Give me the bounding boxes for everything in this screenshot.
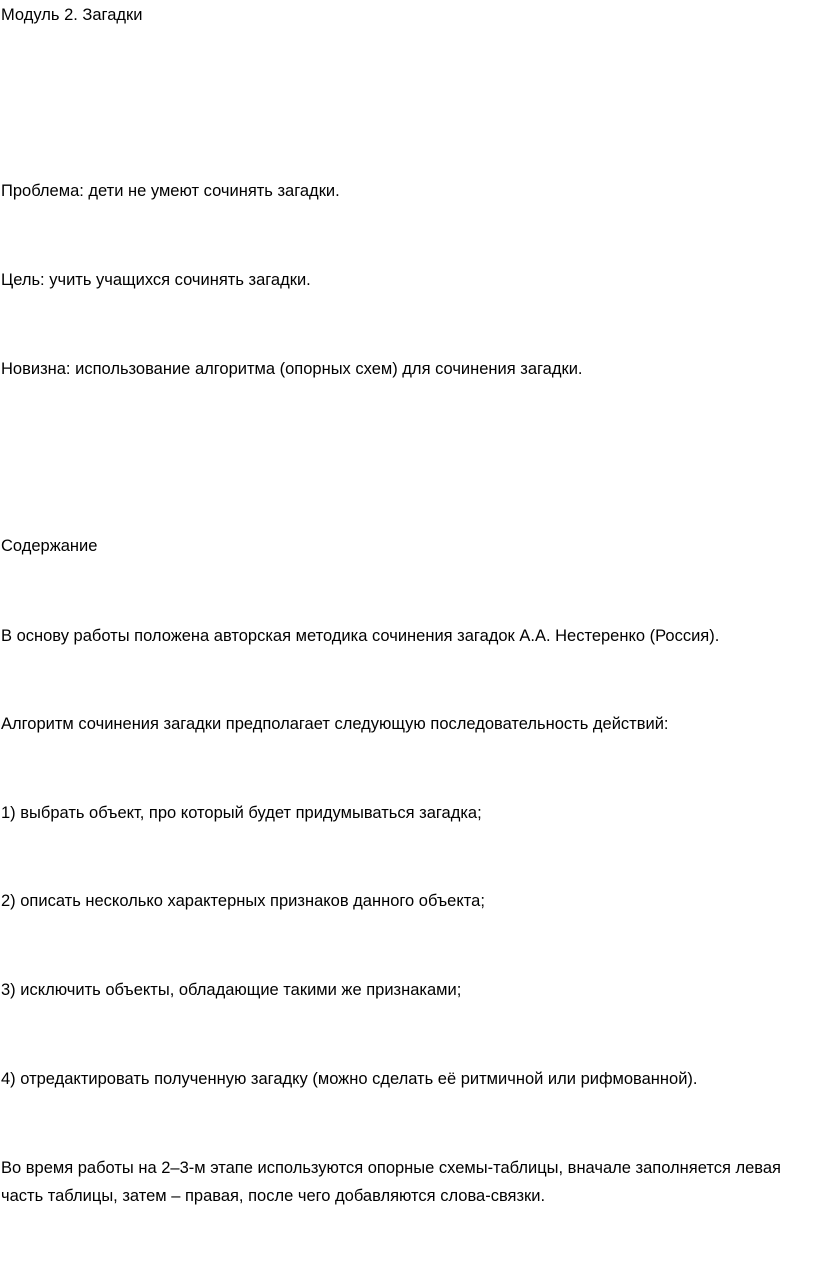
basis-paragraph: В основу работы положена авторская методика сочинения загадок А.А. Нестеренко (Россия). [1, 627, 720, 645]
algorithm-step-3: 3) исключить объекты, обладающие такими же признаками; [1, 981, 462, 999]
document-title: Модуль 2. Загадки [1, 6, 143, 24]
goal-statement: Цель: учить учащихся сочинять загадки. [1, 271, 311, 289]
novelty-statement: Новизна: использование алгоритма (опорных схем) для сочинения загадки. [1, 360, 583, 378]
content-heading: Содержание [1, 537, 98, 555]
closing-paragraph: Во время работы на 2–3-м этапе используются опорные схемы-таблицы, вначале заполняется левая часть таблицы, затем – правая, после чего добавляются слова-связки. [1, 1159, 781, 1205]
algorithm-step-2: 2) описать несколько характерных признаков данного объекта; [1, 892, 485, 910]
algorithm-step-4: 4) отредактировать полученную загадку (можно сделать её ритмичной или рифмованной). [1, 1070, 698, 1088]
algorithm-intro: Алгоритм сочинения загадки предполагает следующую последовательность действий: [1, 715, 669, 733]
algorithm-step-1: 1) выбрать объект, про который будет придумываться загадка; [1, 804, 482, 822]
problem-statement: Проблема: дети не умеют сочинять загадки. [1, 182, 340, 200]
